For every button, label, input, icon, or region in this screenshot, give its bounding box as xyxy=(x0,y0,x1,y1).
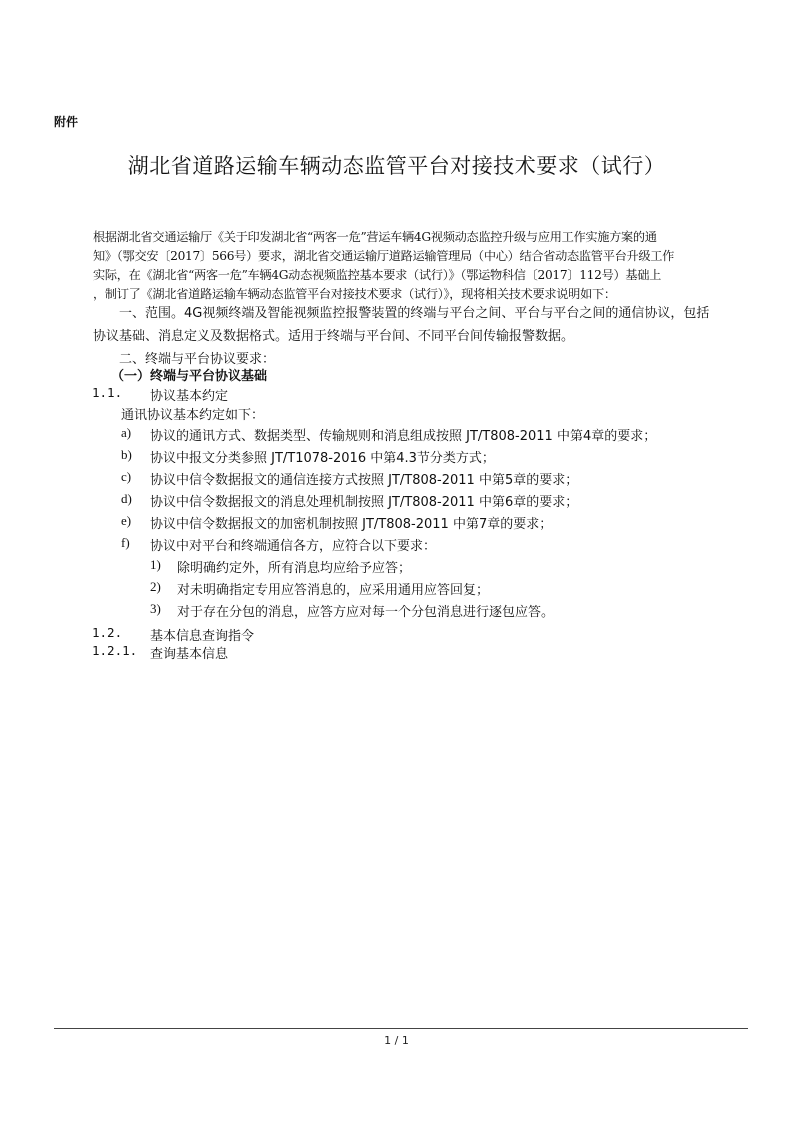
intro-line: ，制订了《湖北省道路运输车辆动态监管平台对接技术要求（试行）》，现将相关技术要求说明如下： xyxy=(93,287,616,301)
intro-line: 根据湖北省交通运输厅《关于印发湖北省“两客一危”营运车辆4G视频动态监控升级与应用工作实施方案的通 xyxy=(93,230,657,244)
list-item: 协议中信令数据报文的加密机制按照 JT/T808-2011 中第7章的要求； xyxy=(150,517,553,532)
sublist-marker: 3) xyxy=(150,601,161,616)
scope-line-1: 一、范围。4G视频终端及智能视频监控报警装置的终端与平台之间、平台与平台之间的通信协议，包括 xyxy=(119,306,710,321)
section-2-heading: 二、终端与平台协议要求： xyxy=(119,352,276,367)
section-number: 1.2. xyxy=(92,625,123,640)
sublist-item: 对于存在分包的消息，应答方应对每一个分包消息进行逐包应答。 xyxy=(177,605,555,620)
list-marker: c) xyxy=(121,469,132,484)
list-marker: a) xyxy=(121,425,132,440)
list-item: 协议中信令数据报文的通信连接方式按照 JT/T808-2011 中第5章的要求； xyxy=(150,473,579,488)
section-intro: 通讯协议基本约定如下： xyxy=(121,408,265,423)
section-number: 1.2.1. xyxy=(92,643,138,658)
intro-line: 实际，在《湖北省“两客一危”车辆4G动态视频监控基本要求（试行）》（鄂运物科信〔2017〕112号）基础上 xyxy=(93,268,662,282)
list-marker: d) xyxy=(121,491,132,506)
sublist-item: 对未明确指定专用应答消息的，应采用通用应答回复； xyxy=(177,583,490,598)
intro-line: 知》（鄂交安〔2017〕566号）要求，湖北省交通运输厅道路运输管理局（中心）结合省动态监管平台升级工作 xyxy=(93,249,675,263)
section-title: 基本信息查询指令 xyxy=(150,629,255,644)
sublist-marker: 1) xyxy=(150,557,161,572)
page-indicator: 1 / 1 xyxy=(384,1034,409,1047)
subsection-1-heading: （一）终端与平台协议基础 xyxy=(111,369,268,384)
intro-paragraph xyxy=(93,228,753,304)
section-title: 查询基本信息 xyxy=(150,647,229,662)
section-title: 协议基本约定 xyxy=(150,389,229,404)
attachment-label: 附件 xyxy=(54,115,79,129)
list-marker: f) xyxy=(121,535,130,550)
list-item: 协议中信令数据报文的消息处理机制按照 JT/T808-2011 中第6章的要求； xyxy=(150,495,579,510)
list-marker: b) xyxy=(121,447,132,462)
section-number: 1.1. xyxy=(92,385,123,400)
list-marker: e) xyxy=(121,513,132,528)
list-item: 协议的通讯方式、数据类型、传输规则和消息组成按照 JT/T808-2011 中第4章的要求； xyxy=(150,429,657,444)
document-title: 湖北省道路运输车辆动态监管平台对接技术要求（试行） xyxy=(127,154,666,178)
scope-line-2: 协议基础、消息定义及数据格式。适用于终端与平台间、不同平台间传输报警数据。 xyxy=(93,329,575,344)
sublist-item: 除明确约定外，所有消息均应给予应答； xyxy=(177,561,412,576)
footer-divider xyxy=(54,1028,748,1029)
list-item: 协议中报文分类参照 JT/T1078-2016 中第4.3节分类方式； xyxy=(150,451,495,466)
sublist-marker: 2) xyxy=(150,579,161,594)
list-item: 协议中对平台和终端通信各方，应符合以下要求： xyxy=(150,539,437,554)
